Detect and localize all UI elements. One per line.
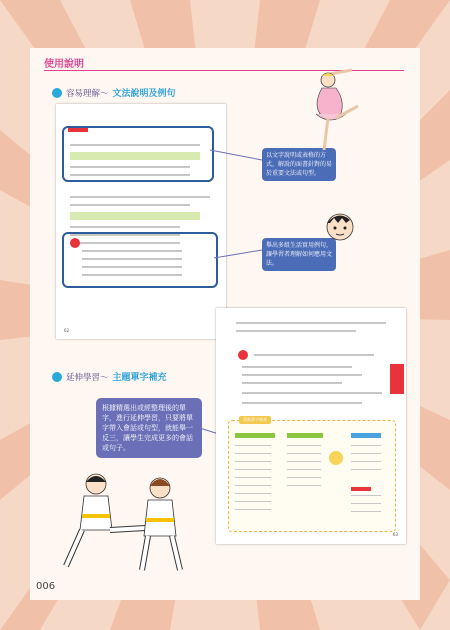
section1-highlight: 文法說明及例句 <box>112 89 176 99</box>
section2-header <box>52 370 167 383</box>
mini-page-number-right: 63 <box>392 532 398 537</box>
page-number: 006 <box>36 581 56 592</box>
callout-examples: 舉出多組生活實用例句，讓學習者理解如何應用文法。 <box>262 238 336 271</box>
section2-prefix: 延伸學習～ <box>66 372 109 383</box>
section2-highlight: 主題單字補充 <box>112 373 167 383</box>
smiley-icon <box>329 451 343 465</box>
word-supplement-box <box>228 417 396 532</box>
sample-page-right <box>216 308 406 544</box>
ballerina-illustration <box>292 66 372 152</box>
callout-vocabulary: 根據精選出或經整理後的單字，進行延伸學習，只要將單字帶入會話或句型，就能舉一反三，讓學生完成更多的會話或句子。 <box>96 398 202 458</box>
section-title: 使用說明 <box>44 59 84 70</box>
karate-kids-illustration <box>56 470 196 574</box>
mini-page-number-left: 62 <box>64 328 70 333</box>
bullet-icon-2 <box>52 372 62 382</box>
callout-grammar: 以文字說明或表格的方式，解說的面書針對的易於重要文法或句型。 <box>262 148 336 181</box>
boy-face-illustration <box>322 208 358 244</box>
example-icon-2 <box>238 350 248 360</box>
chapter-tab <box>390 364 404 394</box>
section1-prefix: 容易理解～ <box>66 88 109 99</box>
word-box-label: 重點單字補充 <box>239 416 271 424</box>
